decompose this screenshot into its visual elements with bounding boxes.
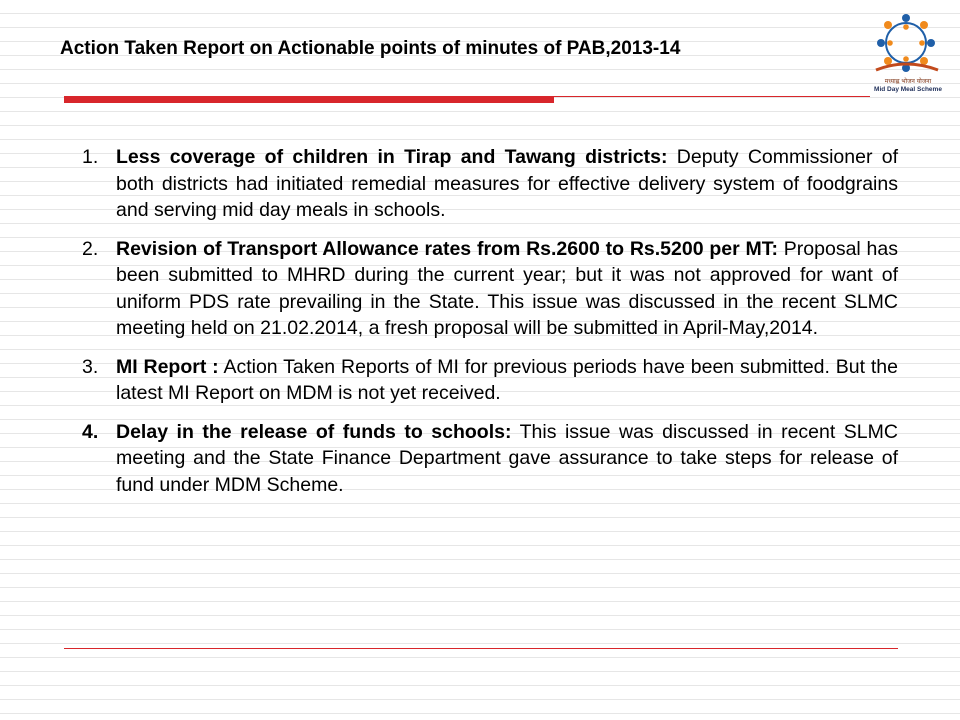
title-underline-thin	[554, 96, 870, 97]
action-point	[82, 236, 898, 342]
point-number: 1.	[82, 146, 99, 168]
point-heading: Delay in the release of funds to schools:	[116, 420, 512, 443]
point-heading: MI Report :	[116, 355, 219, 378]
point-body: Proposal has been submitted to MHRD during the current year; but it was not approved for want of uniform PDS rate prevailing in the State. This issue was discussed in the recent SLMC meeting held on 21.02.2014, a fresh proposal will be submitted in April-May,2014.	[116, 237, 898, 339]
mid-day-meal-emblem-icon	[866, 10, 950, 76]
point-body: Action Taken Reports of MI for previous periods have been submitted. But the latest MI Report on MDM is not yet received.	[116, 355, 899, 404]
title-underline-thick	[64, 96, 554, 103]
point-heading: Revision of Transport Allowance rates from Rs.2600 to Rs.5200 per MT:	[116, 237, 778, 260]
point-number: 3.	[82, 355, 99, 378]
action-point	[82, 419, 898, 499]
logo-hindi-caption: मध्याह्न भोजन योजना	[884, 78, 932, 85]
action-point	[82, 144, 898, 224]
point-body: This issue was discussed in recent SLMC meeting and the State Finance Department gave assurance to take steps for release of fund under MDM Scheme.	[116, 420, 898, 496]
slide-title: Action Taken Report on Actionable points of minutes of PAB,2013-14	[60, 38, 681, 59]
point-body: Deputy Commissioner of both districts had initiated remedial measures for effective delivery system of foodgrains and serving mid day meals in schools.	[116, 146, 898, 221]
point-number: 2.	[82, 237, 99, 260]
point-number: 4.	[82, 420, 99, 443]
action-points-list	[82, 144, 898, 510]
logo-caption: Mid Day Meal Scheme	[874, 86, 942, 93]
point-heading: Less coverage of children in Tirap and Tawang districts:	[116, 146, 668, 168]
action-point	[82, 354, 898, 407]
footer-rule	[64, 648, 898, 649]
mid-day-meal-logo	[866, 10, 950, 102]
